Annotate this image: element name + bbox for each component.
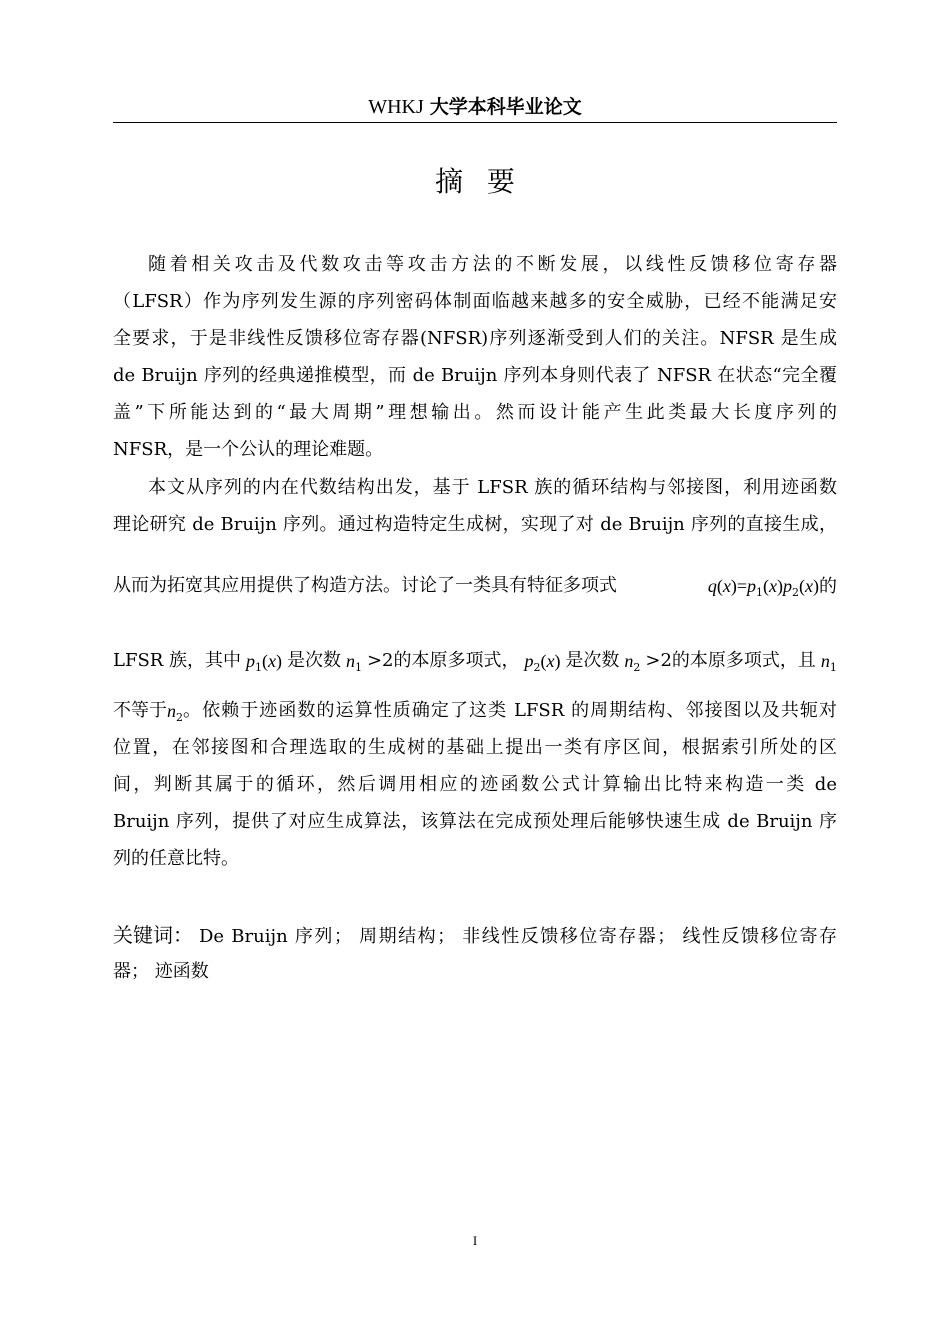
math-n1: $n_1$	[345, 651, 362, 674]
abstract-line: 随着相关攻击及代数攻击等攻击方法的不断发展，以线性反馈移位寄存器	[148, 254, 837, 275]
math-symbol: =	[736, 576, 747, 596]
header-prefix: WHKJ	[368, 96, 424, 118]
abstract-text: 不等于	[113, 700, 167, 721]
keywords-label: 关键词：	[113, 923, 193, 947]
abstract-line: 全要求，于是非线性反馈移位寄存器(NFSR)序列逐渐受到人们的关注。NFSR 是生成	[113, 328, 837, 349]
abstract-line: 理论研究 de Bruijn 序列。通过构造特定生成树，实现了对 de Bruijn 序列的直接生成，	[113, 514, 837, 535]
header-title: 大学本科毕业论文	[429, 96, 582, 118]
math-symbol: p	[747, 576, 756, 596]
abstract-text: 是次数	[287, 650, 341, 671]
abstract-line-with-formula	[113, 648, 837, 674]
abstract-text: 。依赖于迹函数的运算性质确定了这类 LFSR 的周期结构、邻接图以及共轭对	[183, 700, 837, 721]
abstract-line: Bruijn 序列，提供了对应生成算法，该算法在完成预处理后能够快速生成 de Bruijn 序	[113, 811, 837, 832]
abstract-title: 摘要	[435, 165, 539, 198]
abstract-text: >2的本原多项式，且	[645, 650, 816, 671]
math-subscript: 2	[792, 586, 799, 599]
math-symbol: x	[769, 576, 777, 596]
math-symbol: q	[707, 576, 717, 596]
math-symbol: x	[722, 576, 731, 596]
abstract-text: LFSR 族，其中	[113, 650, 242, 671]
abstract-line-with-formula	[113, 573, 837, 599]
math-n2: $n_2$	[624, 651, 641, 674]
abstract-line: 间，判断其属于的循环，然后调用相应的迹函数公式计算输出比特来构造一类 de	[113, 774, 837, 795]
math-n1: $n_1$	[820, 651, 837, 674]
abstract-text: 是次数	[565, 650, 620, 671]
page-number: I	[472, 1233, 478, 1248]
keywords-line	[113, 922, 837, 948]
page-header	[113, 92, 837, 123]
abstract-line-with-formula	[113, 698, 837, 724]
abstract-text: 的	[819, 576, 837, 597]
math-n2: $n_2$	[167, 701, 183, 724]
abstract-text: 从而为拓宽其应用提供了构造方法。讨论了一类具有特征多项式	[113, 575, 617, 596]
abstract-line: 盖”下所能达到的“最大周期”理想输出。然而设计能产生此类最大长度序列的	[113, 402, 837, 423]
math-symbol: p	[783, 576, 792, 596]
math-subscript: 1	[756, 586, 763, 599]
math-p1-of-x: $p_1(x)$	[246, 651, 283, 674]
keywords-line: 器； 迹函数	[113, 961, 209, 982]
abstract-line: de Bruijn 序列的经典递推模型，而 de Bruijn 序列本身则代表了 NFSR 在状态“完全覆	[113, 365, 837, 386]
characteristic-polynomial-formula: $q(x)=p_1(x)p_2(x)$的	[707, 576, 837, 599]
abstract-line: （LFSR）作为序列发生源的序列密码体制面临越来越多的安全威胁，已经不能满足安	[113, 291, 837, 312]
keywords-text: De Bruijn 序列； 周期结构； 非线性反馈移位寄存器； 线性反馈移位寄存	[199, 926, 837, 947]
math-symbol: x	[805, 576, 813, 596]
abstract-text: >2的本原多项式，	[366, 650, 520, 671]
abstract-line: 位置，在邻接图和合理选取的生成树的基础上提出一类有序区间，根据索引所处的区	[113, 737, 837, 758]
math-p2-of-x: $p_2(x)$	[524, 651, 561, 674]
abstract-line: 本文从序列的内在代数结构出发，基于 LFSR 族的循环结构与邻接图，利用迹函数	[148, 477, 837, 498]
abstract-line: NFSR，是一个公认的理论难题。	[113, 439, 384, 460]
abstract-line: 列的任意比特。	[113, 848, 239, 869]
